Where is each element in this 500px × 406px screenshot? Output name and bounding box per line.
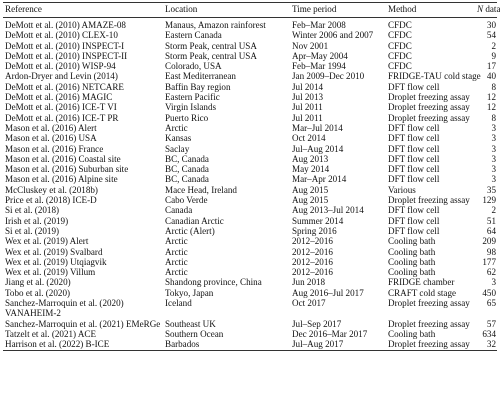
table-row [3, 257, 497, 267]
cell-reference: Mason et al. (2016) Alpine site [5, 174, 118, 185]
cell-method: DFT flow cell [388, 81, 440, 92]
cell-n-data: 12 [486, 102, 496, 113]
cell-n-data: 8 [491, 112, 496, 123]
cell-reference: Irish et al. (2019) [5, 215, 69, 226]
table-row [3, 51, 497, 61]
cell-location: Southern Ocean [165, 328, 224, 339]
cell-n-data: 3 [491, 153, 496, 164]
cell-reference: DeMott et al. (2016) ICE-T VI [5, 102, 117, 113]
cell-reference: McCluskey et al. (2018b) [5, 184, 98, 195]
cell-method: CFDC [388, 40, 412, 51]
cell-reference: Ardon-Dryer and Levin (2014) [5, 71, 118, 82]
table-row [3, 102, 497, 112]
cell-location: Arctic [165, 256, 188, 267]
cell-location: Arctic [165, 267, 188, 278]
table-row [3, 247, 497, 257]
cell-n-data: 3 [491, 277, 496, 288]
cell-n-data: 177 [482, 256, 496, 267]
cell-location: Iceland [165, 298, 192, 309]
cell-method: CFDC [388, 20, 412, 30]
cell-time-period: Summer 2014 [292, 215, 344, 226]
cell-time-period: Jul 2013 [292, 92, 324, 103]
cell-n-data: 450 [482, 287, 496, 298]
header-location: Location [165, 4, 198, 14]
cell-time-period: 2012–2016 [292, 246, 333, 257]
cell-n-data: 35 [486, 184, 496, 195]
cell-reference: DeMott et al. (2016) ICE-T PR [5, 112, 119, 123]
cell-location: Kansas [165, 133, 192, 144]
cell-time-period: Jul 2011 [292, 102, 323, 113]
cell-time-period: Oct 2017 [292, 298, 326, 309]
cell-time-period: Feb–Mar 1994 [292, 61, 346, 72]
table-row [3, 113, 497, 123]
cell-method: CRAFT cold stage [388, 287, 457, 298]
cell-time-period: Dec 2016–Mar 2017 [292, 328, 368, 339]
cell-time-period: Jul 2014 [292, 81, 324, 92]
cell-location: Eastern Canada [165, 30, 222, 41]
cell-location: Storm Peak, central USA [165, 50, 257, 61]
cell-n-data: 30 [486, 20, 496, 30]
cell-location: Arctic [165, 236, 188, 247]
table-row [3, 288, 497, 298]
cell-reference: DeMott et al. (2016) MAGIC [5, 92, 113, 103]
cell-method: Droplet freezing assay [388, 112, 470, 123]
cell-time-period: Aug 2013–Jul 2014 [292, 205, 364, 216]
cell-reference: Sanchez-Marroquin et al. (2021) EMeRGe [5, 318, 161, 329]
cell-reference: Mason et al. (2016) Suburban site [5, 164, 129, 175]
cell-n-data: 64 [486, 225, 496, 236]
cell-location: Arctic [165, 246, 188, 257]
cell-location: Shandong province, China [165, 277, 262, 288]
cell-method: Droplet freezing assay [388, 195, 470, 206]
table-row [3, 267, 497, 277]
cell-method: CFDC [388, 30, 412, 41]
cell-method: Cooling bath [388, 236, 436, 247]
cell-n-data: 32 [486, 339, 496, 350]
cell-n-data: 12 [486, 92, 496, 103]
cell-n-data: 65 [486, 298, 496, 309]
cell-reference: Mason et al. (2016) France [5, 143, 104, 154]
cell-reference: Si et al. (2018) [5, 205, 60, 216]
table-row [3, 174, 497, 184]
cell-reference: DeMott et al. (2010) INSPECT-I [5, 40, 125, 51]
cell-method: CFDC [388, 50, 412, 61]
table-row [3, 164, 497, 174]
cell-location: Storm Peak, central USA [165, 40, 257, 51]
cell-n-data: 3 [491, 174, 496, 185]
cell-n-data: 98 [486, 246, 496, 257]
cell-location: Colorado, USA [165, 61, 222, 72]
cell-method: DFT flow cell [388, 164, 440, 175]
table-row [3, 298, 497, 319]
table-row [3, 329, 497, 339]
cell-n-data: 3 [491, 133, 496, 144]
cell-location: Canadian Arctic [165, 215, 224, 226]
cell-reference: Harrison et al. (2022) B-ICE [5, 339, 110, 350]
cell-time-period: Mar–Jul 2014 [292, 122, 343, 133]
table-row [3, 236, 497, 246]
cell-method: Cooling bath [388, 256, 436, 267]
table-row [3, 154, 497, 164]
cell-method: DFT flow cell [388, 122, 440, 133]
cell-n-data: 8 [491, 81, 496, 92]
cell-reference: Tatzelt et al. (2021) ACE [5, 328, 97, 339]
table-row [3, 339, 497, 350]
cell-time-period: Apr–May 2004 [292, 50, 348, 61]
cell-n-data: 129 [482, 195, 496, 206]
table-row [3, 61, 497, 71]
cell-location: Manaus, Amazon rainforest [165, 20, 266, 30]
cell-time-period: 2012–2016 [292, 256, 333, 267]
cell-time-period: Aug 2015 [292, 195, 329, 206]
table-row [3, 195, 497, 205]
cell-method: DFT flow cell [388, 153, 440, 164]
cell-time-period: Jul–Sep 2017 [292, 318, 342, 329]
cell-method: DFT flow cell [388, 143, 440, 154]
cell-location: Tokyo, Japan [165, 287, 214, 298]
table-row [3, 144, 497, 154]
cell-n-data: 3 [491, 122, 496, 133]
cell-time-period: Aug 2016–Jul 2017 [292, 287, 364, 298]
table-row [3, 41, 497, 51]
cell-method: Various [388, 184, 416, 195]
cell-time-period: 2012–2016 [292, 236, 333, 247]
cell-reference: Sanchez-Marroquin et al. (2020) VANAHEIM-2 [5, 298, 124, 319]
table-row [3, 319, 497, 329]
cell-method: CFDC [388, 61, 412, 72]
table-row [3, 123, 497, 133]
table-row [3, 18, 497, 31]
table-row [3, 277, 497, 287]
header-n-label: data [483, 4, 500, 14]
cell-method: DFT flow cell [388, 174, 440, 185]
cell-method: Cooling bath [388, 267, 436, 278]
cell-location: Virgin Islands [165, 102, 217, 113]
table-row [3, 82, 497, 92]
cell-location: Mace Head, Ireland [165, 184, 237, 195]
cell-reference: DeMott et al. (2010) WISP-94 [5, 61, 116, 72]
cell-method: Droplet freezing assay [388, 102, 470, 113]
cell-method: FRIDGE-TAU cold stage [388, 71, 481, 82]
header-n-symbol: N [477, 4, 484, 14]
data-sources-table [3, 2, 500, 351]
cell-time-period: Nov 2001 [292, 40, 329, 51]
cell-reference: Mason et al. (2016) Coastal site [5, 153, 121, 164]
cell-time-period: Feb–Mar 2008 [292, 20, 346, 30]
cell-time-period: May 2014 [292, 164, 330, 175]
cell-method: Droplet freezing assay [388, 298, 470, 309]
cell-reference: DeMott et al. (2016) NETCARE [5, 81, 124, 92]
cell-time-period: Winter 2006 and 2007 [292, 30, 374, 41]
header-method: Method [388, 4, 417, 14]
table-row [3, 30, 497, 40]
cell-reference: Wex et al. (2019) Utqiagvik [5, 256, 107, 267]
cell-reference: Si et al. (2019) [5, 225, 60, 236]
cell-reference: Mason et al. (2016) Alert [5, 122, 97, 133]
cell-time-period: Spring 2016 [292, 225, 337, 236]
cell-reference: Mason et al. (2016) USA [5, 133, 97, 144]
header-row [3, 3, 497, 18]
table-row [3, 205, 497, 215]
cell-location: BC, Canada [165, 164, 209, 175]
cell-time-period: Oct 2014 [292, 133, 326, 144]
cell-location: Eastern Pacific [165, 92, 220, 103]
cell-time-period: Aug 2013 [292, 153, 329, 164]
header-reference: Reference [5, 4, 42, 14]
table-row [3, 216, 497, 226]
cell-time-period: Jun 2018 [292, 277, 326, 288]
table-row [3, 185, 497, 195]
cell-location: Canada [165, 205, 193, 216]
table-body [3, 18, 497, 351]
cell-method: DFT flow cell [388, 225, 440, 236]
cell-location: BC, Canada [165, 153, 209, 164]
cell-location: Arctic (Alert) [165, 225, 215, 236]
cell-method: Droplet freezing assay [388, 339, 470, 350]
cell-n-data: 17 [486, 61, 496, 72]
header-n-data [475, 3, 500, 18]
cell-reference: Jiang et al. (2020) [5, 277, 71, 288]
cell-n-data: 3 [491, 143, 496, 154]
cell-location: Saclay [165, 143, 190, 154]
cell-method: Droplet freezing assay [388, 318, 470, 329]
cell-reference: DeMott et al. (2010) CLEX-10 [5, 30, 118, 41]
cell-n-data: 62 [486, 267, 496, 278]
table-row [3, 226, 497, 236]
cell-method: Droplet freezing assay [388, 92, 470, 103]
cell-n-data: 2 [491, 40, 496, 51]
cell-n-data: 2 [491, 205, 496, 216]
cell-method: Cooling bath [388, 328, 436, 339]
table-row [3, 92, 497, 102]
cell-time-period: Aug 2015 [292, 184, 329, 195]
cell-location: BC, Canada [165, 174, 209, 185]
cell-n-data: 3 [491, 164, 496, 175]
cell-reference: Price et al. (2018) ICE-D [5, 195, 97, 206]
cell-location: Baffin Bay region [165, 81, 231, 92]
cell-n-data: 9 [491, 50, 496, 61]
table-row [3, 71, 497, 81]
cell-n-data: 209 [482, 236, 496, 247]
cell-location: Arctic [165, 122, 188, 133]
cell-n-data: 57 [486, 318, 496, 329]
cell-reference: Tobo et al. (2020) [5, 287, 71, 298]
cell-location: Puerto Rico [165, 112, 209, 123]
cell-location: Southeast UK [165, 318, 216, 329]
cell-location: East Mediterranean [165, 71, 236, 82]
cell-n-data: 40 [486, 71, 496, 82]
cell-time-period: Mar–Apr 2014 [292, 174, 347, 185]
cell-method: DFT flow cell [388, 205, 440, 216]
cell-time-period: 2012–2016 [292, 267, 333, 278]
cell-reference: Wex et al. (2019) Villum [5, 267, 96, 278]
cell-n-data: 54 [486, 30, 496, 41]
cell-time-period: Jul 2011 [292, 112, 323, 123]
cell-time-period: Jul–Aug 2017 [292, 339, 344, 350]
cell-n-data: 51 [486, 215, 496, 226]
table-row [3, 133, 497, 143]
cell-method: FRIDGE chamber [388, 277, 455, 288]
header-time-period: Time period [292, 4, 337, 14]
cell-reference: DeMott et al. (2010) AMAZE-08 [5, 20, 126, 30]
cell-reference: DeMott et al. (2010) INSPECT-II [5, 50, 128, 61]
cell-n-data: 634 [482, 328, 496, 339]
cell-time-period: Jul–Aug 2014 [292, 143, 344, 154]
cell-reference: Wex et al. (2019) Svalbard [5, 246, 103, 257]
cell-location: Barbados [165, 339, 200, 350]
cell-location: Cabo Verde [165, 195, 208, 206]
cell-method: DFT flow cell [388, 215, 440, 226]
cell-method: Cooling bath [388, 246, 436, 257]
cell-time-period: Jan 2009–Dec 2010 [292, 71, 365, 82]
cell-reference: Wex et al. (2019) Alert [5, 236, 89, 247]
cell-method: DFT flow cell [388, 133, 440, 144]
